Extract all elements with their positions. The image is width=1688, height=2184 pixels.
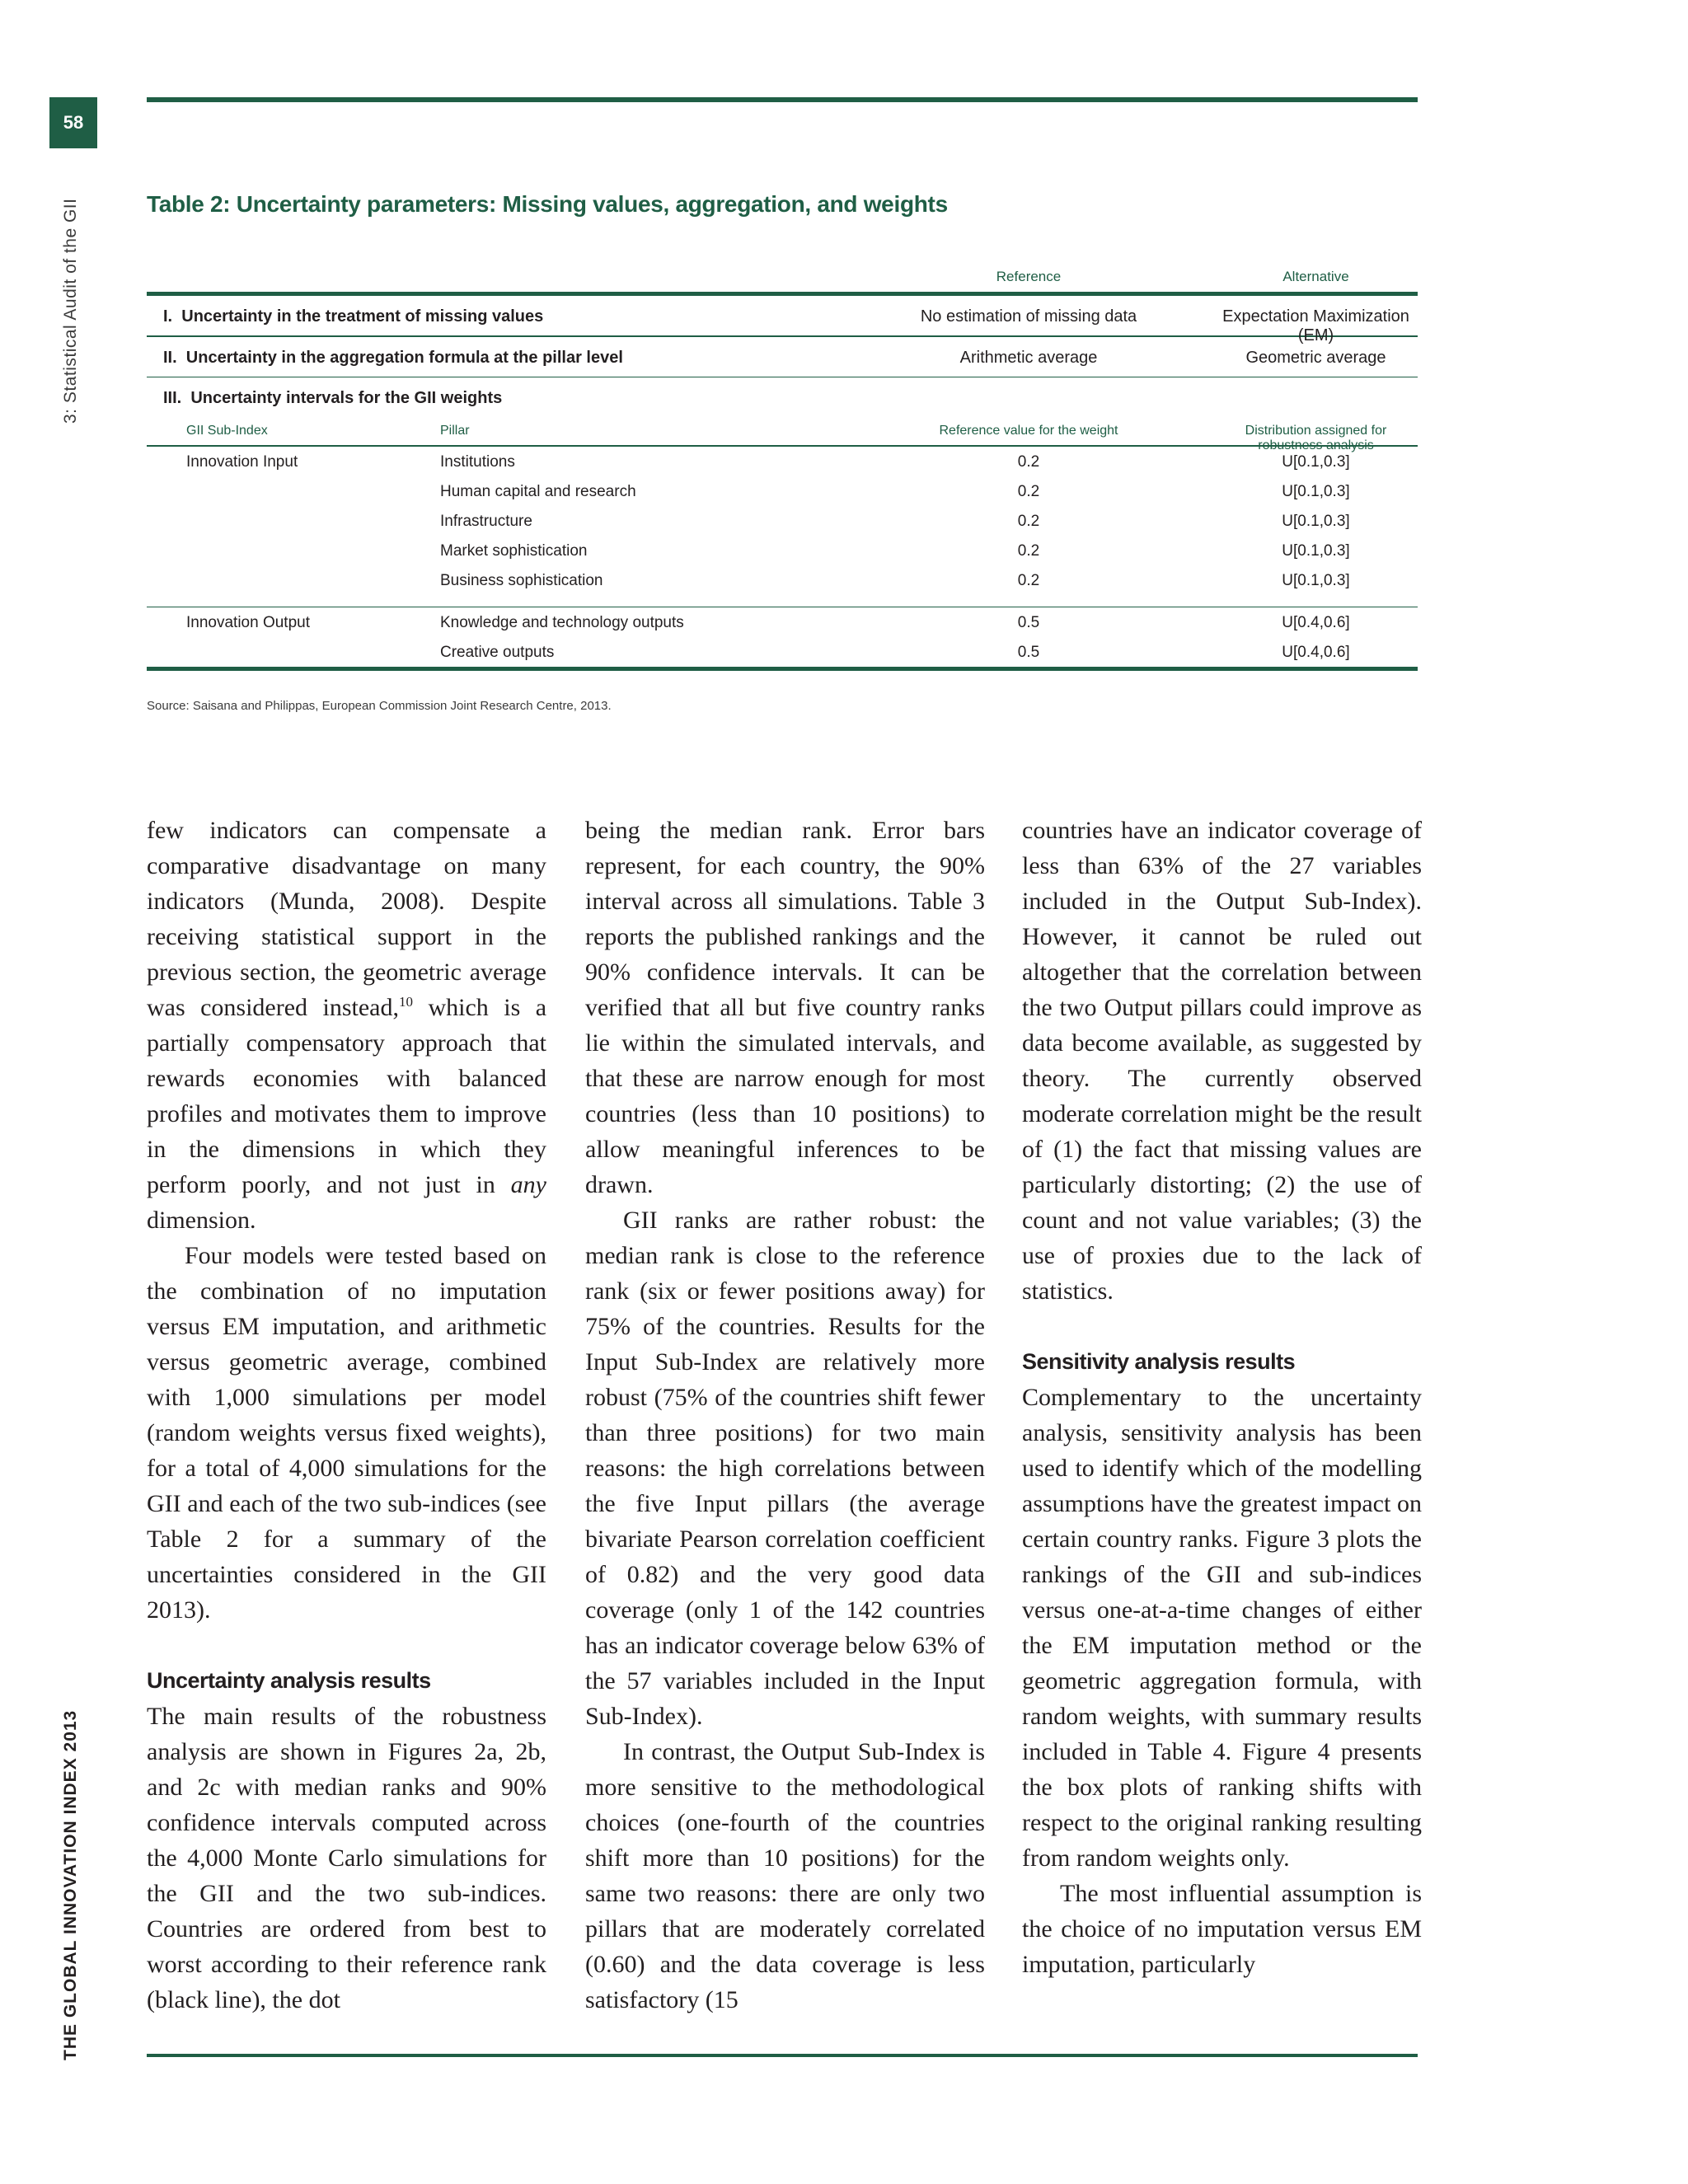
page-number: 58 xyxy=(49,97,97,148)
cell-reference: 0.2 xyxy=(1017,541,1040,560)
section-alternative-2: Geometric average xyxy=(1245,348,1386,367)
cell-pillar: Business sophistication xyxy=(440,571,603,589)
cell-pillar: Institutions xyxy=(440,452,515,471)
table-row xyxy=(147,476,1418,506)
table-section-row xyxy=(147,337,1418,377)
cell-distribution: U[0.4,0.6] xyxy=(1282,644,1350,661)
section-reference-2: Arithmetic average xyxy=(959,348,1098,367)
table-source: Source: Saisana and Philippas, European Commission Joint Research Centre, 2013. xyxy=(147,699,612,713)
publication-label: THE GLOBAL INNOVATION INDEX 2013 xyxy=(61,1709,80,2060)
cell-reference: 0.2 xyxy=(1017,452,1040,471)
cell-pillar: Knowledge and technology outputs xyxy=(440,614,684,631)
cell-subindex: Innovation Input xyxy=(186,452,298,471)
uncertainty-table xyxy=(147,260,1418,671)
paragraph: Complementary to the uncertainty analysis, sensitivity analysis has been used to identify which of the modelling assumptions have the greatest impact on certain country ranks. Figure 3 plots the rankings of the GII and sub-indices versus one-at-a-time changes of either the EM imputation method or the geometric aggregation formula, with random weights, with summary results included in Table 4. Figure 4 presents the box plots of ranking shifts with respect to the original ranking resulting from random weights only. xyxy=(1022,1384,1422,1872)
table-row xyxy=(147,447,1418,476)
cell-distribution: U[0.1,0.3] xyxy=(1282,452,1350,471)
cell-distribution: U[0.4,0.6] xyxy=(1282,614,1350,631)
header-reference: Reference xyxy=(996,269,1062,284)
section-label-1: I. Uncertainty in the treatment of missing values xyxy=(163,307,544,326)
cell-reference: 0.2 xyxy=(1017,482,1040,500)
paragraph: few indicators can compensate a comparative disadvantage on many indicators (Munda, 2008). Despite receiving statistical support in the previous section, the geometric average was considered instead,$^{10}$ which is a partially compensatory approach that rewards economies with balanced profiles and motivates them to improve in the dimensions in which they perform poorly, and not just in any dimension. xyxy=(147,817,547,1234)
body-column-2 xyxy=(585,813,985,2018)
heading-sensitivity: Sensitivity analysis results xyxy=(1022,1349,1296,1374)
table-row xyxy=(147,506,1418,536)
paragraph: being the median rank. Error bars represent, for each country, the 90% interval across all simulations. Table 3 reports the published rankings and the 90% confidence intervals. It can be verified that all but five country ranks lie within the simulated intervals, and that these are narrow enough for most countries (less than 10 positions) to allow meaningful inferences to be drawn. xyxy=(585,817,985,1198)
cell-distribution: U[0.1,0.3] xyxy=(1282,482,1350,500)
weights-header-pillar: Pillar xyxy=(440,424,470,438)
body-column-1 xyxy=(147,813,546,2018)
section-alternative-1: Expectation Maximization (EM) xyxy=(1222,307,1409,344)
footnote-ref: 10 xyxy=(399,994,413,1010)
heading-uncertainty: Uncertainty analysis results xyxy=(147,1668,431,1693)
section-label-2: II. Uncertainty in the aggregation formula at the pillar level xyxy=(163,348,623,367)
cell-pillar: Human capital and research xyxy=(440,482,636,500)
cell-reference: 0.2 xyxy=(1017,512,1040,530)
weights-header-distribution: Distribution assigned for robustness analysis xyxy=(1245,424,1387,452)
table-row xyxy=(147,637,1418,667)
cell-pillar: Creative outputs xyxy=(440,644,555,661)
table-title: Table 2: Uncertainty parameters: Missing values, aggregation, and weights xyxy=(147,191,948,217)
paragraph: GII ranks are rather robust: the median rank is close to the reference rank (six or fewer positions away) for 75% of the countries. Results for the Input Sub-Index are relatively more robust (75% of the countries shift fewer than three positions) for two main reasons: the high correlations between the five Input pillars (the average bivariate Pearson correlation coefficient of 0.82) and the very good data coverage (only 1 of the 142 countries has an indicator coverage below 63% of the 57 variables included in the Input Sub-Index). xyxy=(585,1207,985,1730)
header-alternative: Alternative xyxy=(1282,269,1349,284)
section-label-3: III. Uncertainty intervals for the GII weights xyxy=(163,389,503,407)
table-section-row xyxy=(147,377,1418,417)
bottom-rule xyxy=(147,2054,1418,2057)
cell-subindex: Innovation Output xyxy=(186,614,310,631)
paragraph: Four models were tested based on the combination of no imputation versus EM imputation, and arithmetic versus geometric average, combined with 1,000 simulations per model (random weights versus fixed weights), for a total of 4,000 simulations for the GII and each of the two sub-indices (see Table 2 for a summary of the uncertainties considered in the GII 2013). xyxy=(147,1242,546,1624)
cell-distribution: U[0.1,0.3] xyxy=(1282,512,1350,530)
section-reference-1: No estimation of missing data xyxy=(920,307,1137,326)
cell-distribution: U[0.1,0.3] xyxy=(1282,541,1350,560)
cell-reference: 0.2 xyxy=(1017,571,1040,589)
table-row xyxy=(147,565,1418,595)
paragraph: The most influential assumption is the choice of no imputation versus EM imputation, particularly xyxy=(1022,1880,1422,1978)
table-section-row xyxy=(147,296,1418,344)
table-header-row xyxy=(147,260,1418,292)
body-column-3 xyxy=(1022,813,1422,1982)
cell-pillar: Infrastructure xyxy=(440,512,532,530)
table-row xyxy=(147,607,1418,637)
table-row xyxy=(147,536,1418,565)
cell-reference: 0.5 xyxy=(1017,644,1040,661)
paragraph: The main results of the robustness analysis are shown in Figures 2a, 2b, and 2c with median ranks and 90% confidence intervals computed across the 4,000 Monte Carlo simulations for the GII and the two sub-indices. Countries are ordered from best to worst according to their reference rank (black line), the dot xyxy=(147,1703,546,2013)
table-rule xyxy=(147,667,1418,671)
weights-header-reference: Reference value for the weight xyxy=(939,424,1118,438)
weights-header-subindex: GII Sub-Index xyxy=(186,424,268,438)
cell-reference: 0.5 xyxy=(1017,614,1040,631)
cell-distribution: U[0.1,0.3] xyxy=(1282,571,1350,589)
top-rule xyxy=(147,97,1418,102)
weights-header-row xyxy=(147,417,1418,452)
cell-pillar: Market sophistication xyxy=(440,541,588,560)
section-label: 3: Statistical Audit of the GII xyxy=(61,198,80,424)
paragraph: In contrast, the Output Sub-Index is more sensitive to the methodological choices (one-fourth of the countries shift more than 10 positions) for the same two reasons: there are only two pillars that are moderately correlated (0.60) and the data coverage is less satisfactory (15 xyxy=(585,1738,985,2013)
paragraph: countries have an indicator coverage of less than 63% of the 27 variables included in the Output Sub-Index). However, it cannot be ruled out altogether that the correlation between the two Output pillars could improve as data become available, as suggested by theory. The currently observed moderate correlation might be the result of (1) the fact that missing values are particularly distorting; (2) the use of count and not value variables; (3) the use of proxies due to the lack of statistics. xyxy=(1022,817,1422,1305)
